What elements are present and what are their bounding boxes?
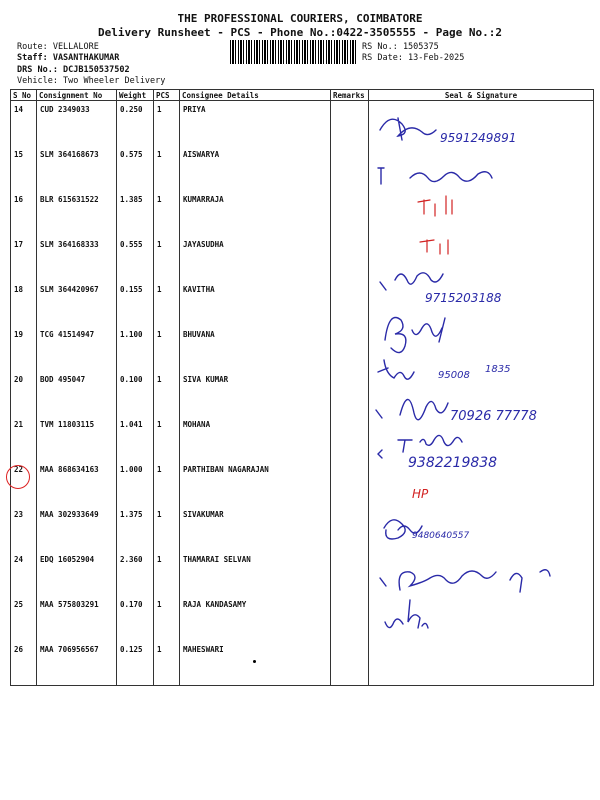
pcs: 1: [154, 326, 180, 371]
weight: 0.155: [117, 281, 154, 326]
weight: 0.575: [117, 146, 154, 191]
drs-number: DRS No.: DCJB150537502: [17, 65, 130, 75]
col-consignment: Consignment No: [37, 90, 117, 101]
signature-scribble: [380, 273, 443, 290]
col-consignee: Consignee Details: [180, 90, 331, 101]
weight: 0.170: [117, 596, 154, 641]
sno: 24: [11, 551, 37, 596]
pcs: 1: [154, 146, 180, 191]
consignee: PRIYA: [180, 101, 331, 147]
pcs: 1: [154, 506, 180, 551]
sno: 17: [11, 236, 37, 281]
consignee: AISWARYA: [180, 146, 331, 191]
weight: 1.100: [117, 326, 154, 371]
weight: 0.100: [117, 371, 154, 416]
handwritten-phone: 9591249891: [440, 131, 517, 145]
consignment-no: TCG 41514947: [37, 326, 117, 371]
consignee: PARTHIBAN NAGARAJAN: [180, 461, 331, 506]
signature-scribble: [380, 570, 550, 592]
sno: 21: [11, 416, 37, 461]
rs-date: RS Date: 13-Feb-2025: [362, 53, 465, 63]
signature-scribble: [376, 399, 448, 419]
sno: 18: [11, 281, 37, 326]
staff-label: Staff: VASANTHAKUMAR: [17, 53, 120, 63]
sno: 14: [11, 101, 37, 147]
pcs: 1: [154, 101, 180, 147]
company-title: THE PROFESSIONAL COURIERS, COIMBATORE: [177, 12, 423, 25]
handwritten-phone: 95008: [438, 370, 470, 381]
consignee: SIVA KUMAR: [180, 371, 331, 416]
col-sno: S No: [11, 90, 37, 101]
signature-scribble: [385, 318, 445, 353]
consignee: MOHANA: [180, 416, 331, 461]
weight: 0.125: [117, 641, 154, 686]
weight: 0.250: [117, 101, 154, 147]
pcs: 1: [154, 371, 180, 416]
consignment-no: TVM 11803115: [37, 416, 117, 461]
sno: 22: [11, 461, 37, 506]
consignment-no: BOD 495047: [37, 371, 117, 416]
consignee: BHUVANA: [180, 326, 331, 371]
consignee: THAMARAI SELVAN: [180, 551, 331, 596]
handwritten-phone: 70926 77778: [450, 409, 537, 424]
consignee: KUMARRAJA: [180, 191, 331, 236]
stamp-mark: [420, 240, 448, 254]
pcs: 1: [154, 416, 180, 461]
vehicle-label: Vehicle: Two Wheeler Delivery: [17, 76, 166, 86]
consignment-no: SLM 364420967: [37, 281, 117, 326]
handwritten-phone: 9715203188: [425, 291, 502, 305]
sno: 25: [11, 596, 37, 641]
sno: 23: [11, 506, 37, 551]
consignment-no: MAA 302933649: [37, 506, 117, 551]
consignment-no: SLM 364168673: [37, 146, 117, 191]
pcs: 1: [154, 461, 180, 506]
consignment-no: EDQ 16052904: [37, 551, 117, 596]
pcs: 1: [154, 551, 180, 596]
consignee: KAVITHA: [180, 281, 331, 326]
consignee: SIVAKUMAR: [180, 506, 331, 551]
sno: 16: [11, 191, 37, 236]
consignee: RAJA KANDASAMY: [180, 596, 331, 641]
stamp-mark: [418, 196, 452, 216]
runsheet-subtitle: Delivery Runsheet - PCS - Phone No.:0422-3505555 - Page No.:2: [98, 26, 502, 39]
consignment-no: CUD 2349033: [37, 101, 117, 147]
signature-scribble: [385, 600, 428, 628]
pcs: 1: [154, 281, 180, 326]
signature-scribble: [380, 118, 436, 140]
signature-scribble: [378, 168, 492, 184]
sno: 20: [11, 371, 37, 416]
consignment-no: MAA 575803291: [37, 596, 117, 641]
signature-scribble: [378, 360, 414, 379]
rs-number: RS No.: 1505375: [362, 42, 439, 52]
pcs: 1: [154, 641, 180, 686]
consignment-no: MAA 706956567: [37, 641, 117, 686]
col-pcs: PCS: [154, 90, 180, 101]
weight: 1.000: [117, 461, 154, 506]
col-signature: Seal & Signature: [369, 90, 594, 101]
ink-dot: [253, 660, 256, 663]
consignment-no: MAA 868634163: [37, 461, 117, 506]
col-remarks: Remarks: [331, 90, 369, 101]
sno: 26: [11, 641, 37, 686]
handwritten-phone: 9480640557: [412, 531, 470, 541]
stamp-mark: HP: [412, 487, 429, 501]
pcs: 1: [154, 236, 180, 281]
pcs: 1: [154, 596, 180, 641]
weight: 0.555: [117, 236, 154, 281]
pcs: 1: [154, 191, 180, 236]
consignment-no: BLR 615631522: [37, 191, 117, 236]
handwritten-phone: 9382219838: [408, 455, 498, 471]
weight: 1.385: [117, 191, 154, 236]
consignee: MAHESWARI: [180, 641, 331, 686]
weight: 1.375: [117, 506, 154, 551]
col-weight: Weight: [117, 90, 154, 101]
weight: 1.041: [117, 416, 154, 461]
handwritten-phone: 1835: [485, 364, 511, 375]
sno: 19: [11, 326, 37, 371]
consignee: JAYASUDHA: [180, 236, 331, 281]
consignment-no: SLM 364168333: [37, 236, 117, 281]
route-label: Route: VELLALORE: [17, 42, 99, 52]
weight: 2.360: [117, 551, 154, 596]
sno: 15: [11, 146, 37, 191]
